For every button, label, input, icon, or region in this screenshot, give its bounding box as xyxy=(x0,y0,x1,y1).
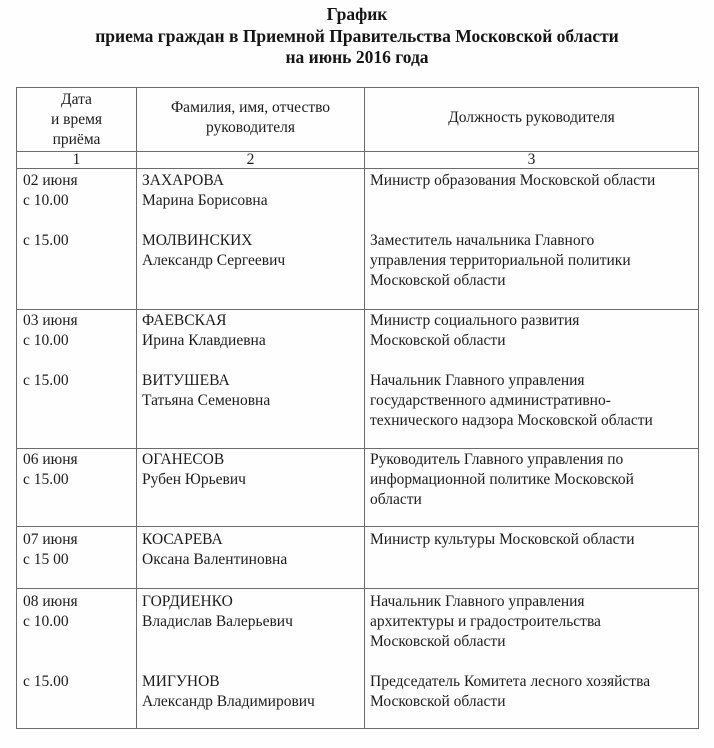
header-text: Должность руководителя xyxy=(448,109,615,126)
person-name xyxy=(142,231,285,271)
header-text: руководителя xyxy=(205,119,295,136)
time-text: с 15.00 xyxy=(23,471,69,488)
time-text: с 15.00 xyxy=(23,673,69,690)
table-row-time xyxy=(23,231,69,251)
surname-text: ФАЕВСКАЯ xyxy=(142,312,227,329)
person-name xyxy=(142,450,246,490)
column-number: 2 xyxy=(246,151,255,168)
header-full-name xyxy=(137,98,364,138)
given-name-text: Марина Борисовна xyxy=(142,192,268,209)
header-date-time xyxy=(17,90,136,150)
position-line: Министр культуры Московской области xyxy=(370,531,635,548)
header-position xyxy=(365,108,698,128)
row-divider xyxy=(16,448,699,449)
table-row-time xyxy=(23,371,69,391)
header-text: приёма xyxy=(52,131,101,148)
position-line: Московской области xyxy=(370,693,506,710)
table-border-bottom xyxy=(16,728,699,729)
document-subtitle: приема граждан в Приемной Правительства Московской области xyxy=(95,26,619,46)
position-text xyxy=(370,450,634,510)
position-line: Председатель Комитета лесного хозяйства xyxy=(370,673,651,690)
table-row-date xyxy=(23,171,78,211)
position-line: Начальник Главного управления xyxy=(370,372,585,389)
surname-text: ЗАХАРОВА xyxy=(142,172,224,189)
position-line: Министр образования Московской области xyxy=(370,172,656,189)
date-text: 08 июня xyxy=(23,593,78,610)
document-title: График xyxy=(326,4,388,24)
header-text: Фамилия, имя, отчество xyxy=(170,99,331,116)
column-divider xyxy=(364,87,365,729)
surname-text: КОСАРЕВА xyxy=(142,531,223,548)
given-name-text: Оксана Валентиновна xyxy=(142,551,288,568)
person-name xyxy=(142,592,293,632)
surname-text: МОЛВИНСКИХ xyxy=(142,232,253,249)
time-text: с 10.00 xyxy=(23,332,69,349)
position-line: информационной политике Московской xyxy=(370,471,634,488)
position-text xyxy=(370,530,635,550)
position-text xyxy=(370,311,579,351)
surname-text: ОГАНЕСОВ xyxy=(142,451,225,468)
position-line: Руководитель Главного управления по xyxy=(370,451,624,468)
time-text: с 15.00 xyxy=(23,232,69,249)
table-border-right xyxy=(698,87,699,729)
position-line: управления территориальной политики xyxy=(370,252,631,269)
column-number: 3 xyxy=(527,151,536,168)
person-name xyxy=(142,311,266,351)
person-name xyxy=(142,371,270,411)
position-line: области xyxy=(370,491,422,508)
surname-text: ВИТУШЕВА xyxy=(142,372,230,389)
position-line: архитектуры и градостроительства xyxy=(370,613,601,630)
position-line: Московской области xyxy=(370,272,506,289)
position-text xyxy=(370,371,653,431)
position-line: Московской области xyxy=(370,332,506,349)
position-text xyxy=(370,672,650,712)
time-text: с 10.00 xyxy=(23,613,69,630)
date-text: 06 июня xyxy=(23,451,78,468)
person-name xyxy=(142,530,287,570)
position-text xyxy=(370,171,655,191)
table-row-date xyxy=(23,530,78,570)
table-border-top xyxy=(16,87,699,88)
table-row-date xyxy=(23,450,78,490)
position-line: Заместитель начальника Главного xyxy=(370,232,595,249)
row-divider xyxy=(16,588,699,589)
table-row-date xyxy=(23,592,78,632)
table-row-time xyxy=(23,672,69,692)
person-name xyxy=(142,672,315,712)
header-text: и время xyxy=(50,111,103,128)
time-text: с 15.00 xyxy=(23,372,69,389)
person-name xyxy=(142,171,268,211)
date-text: 03 июня xyxy=(23,312,78,329)
date-text: 07 июня xyxy=(23,531,78,548)
column-divider xyxy=(136,87,137,729)
table-row-date xyxy=(23,311,78,351)
given-name-text: Ирина Клавдиевна xyxy=(142,332,266,349)
position-line: технического надзора Московской области xyxy=(370,412,653,429)
document-period: на июнь 2016 года xyxy=(285,47,429,67)
time-text: с 10.00 xyxy=(23,192,69,209)
given-name-text: Рубен Юрьевич xyxy=(142,471,246,488)
position-text xyxy=(370,231,631,291)
surname-text: МИГУНОВ xyxy=(142,673,220,690)
time-text: с 15 00 xyxy=(23,551,69,568)
given-name-text: Александр Владимирович xyxy=(142,693,315,710)
surname-text: ГОРДИЕНКО xyxy=(142,593,233,610)
position-line: Начальник Главного управления xyxy=(370,593,585,610)
column-number: 1 xyxy=(72,151,81,168)
date-text: 02 июня xyxy=(23,172,78,189)
position-line: Московской области xyxy=(370,633,506,650)
schedule-table xyxy=(16,87,699,729)
header-text: Дата xyxy=(61,91,92,108)
row-divider xyxy=(16,309,699,310)
table-border-left xyxy=(16,87,17,729)
position-line: государственного административно- xyxy=(370,392,611,409)
given-name-text: Александр Сергеевич xyxy=(142,252,286,269)
position-text xyxy=(370,592,601,652)
given-name-text: Владислав Валерьевич xyxy=(142,613,293,630)
row-divider xyxy=(16,526,699,527)
given-name-text: Татьяна Семеновна xyxy=(142,392,271,409)
position-line: Министр социального развития xyxy=(370,312,580,329)
